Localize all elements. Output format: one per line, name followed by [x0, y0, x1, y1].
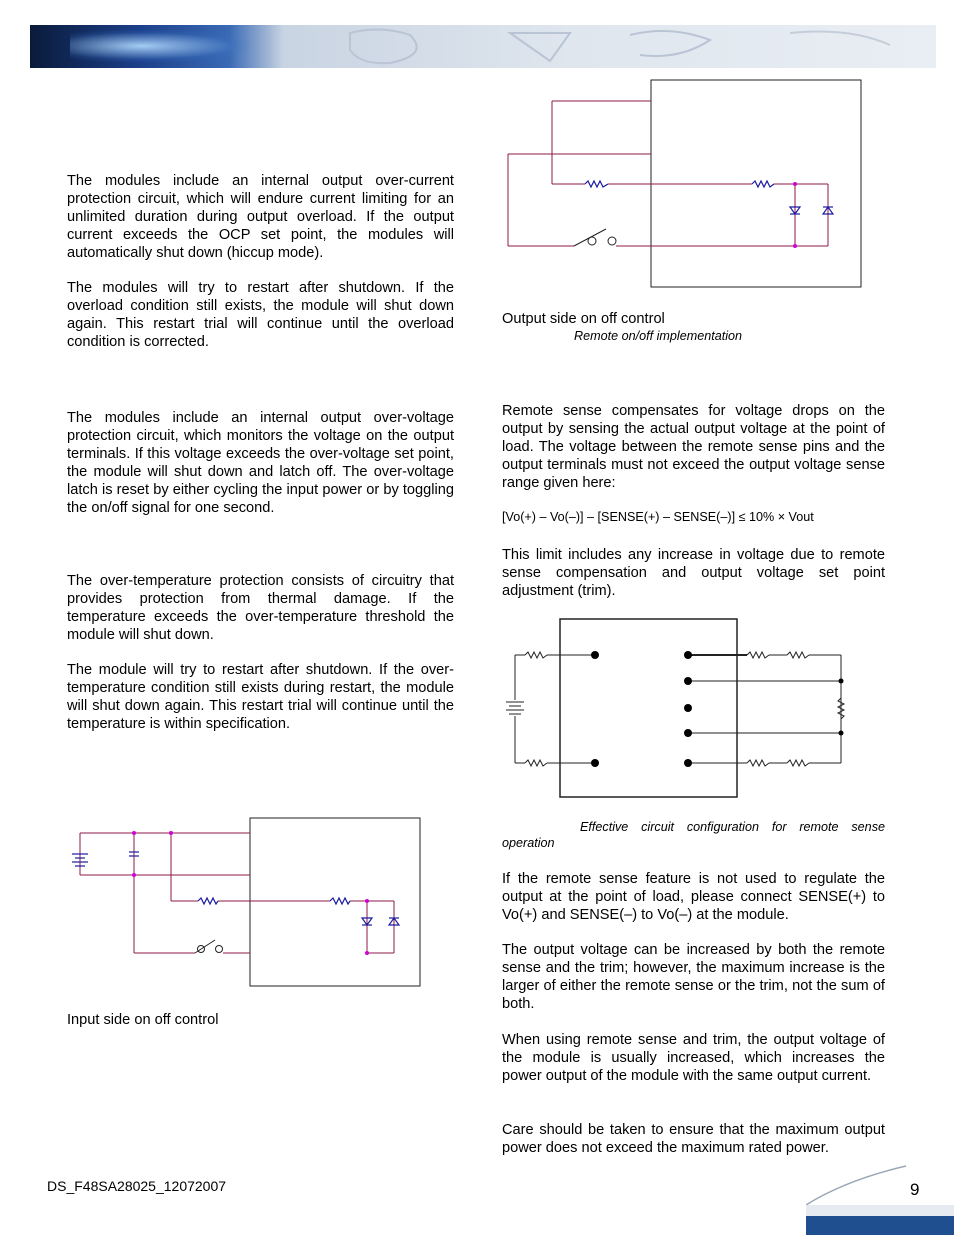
remote-sense-caption: Effective circuit configuration for remote sense operation [502, 820, 885, 850]
remote-sense-paragraph-2: This limit includes any increase in voltage due to remote sense compensation and output voltage set point adjustment (trim). [502, 547, 885, 599]
document-id: DS_F48SA28025_12072007 [47, 1178, 227, 1194]
remote-sense-paragraph-5: When using remote sense and trim, the output voltage of the module is usually increased, which increases the power output of the module with the same output current. [502, 1032, 885, 1084]
remote-sense-paragraph-1: Remote sense compensates for voltage drops on the output by sensing the actual output voltage at the point of load. The voltage between the remote sense pins and the output terminals must not exceed the output voltage sense range given here: [502, 403, 885, 491]
ocp-paragraph-1: The modules include an internal output over-current protection circuit, which will endure current limiting for an unlimited duration during output overload. If the output current exceeds the OCP set point, the modules will automatically shut down (hiccup mode). [67, 173, 454, 261]
otp-paragraph-2: The module will try to restart after shutdown. If the over-temperature condition still exists during restart, the module will shut down again. This restart trial will continue until the temperature is within specification. [67, 662, 454, 732]
remote-sense-paragraph-4: The output voltage can be increased by both the remote sense and the trim; however, the maximum increase is the larger of either the remote sense or the trim, not the sum of both. [502, 942, 885, 1012]
header-banner [30, 25, 936, 68]
otp-paragraph-1: The over-temperature protection consists of circuitry that provides protection from thermal damage. If the temperature exceeds the over-temperature threshold the module will shut down. [67, 573, 454, 643]
input-onoff-circuit-diagram [60, 812, 430, 994]
output-side-caption: Output side on off control [502, 311, 665, 327]
ovp-paragraph: The modules include an internal output over-voltage protection circuit, which monitors the voltage on the output terminals. If this voltage exceeds the over-voltage set point, the module will shut down and latch off. The over-voltage latch is reset by either cycling the input power or by toggling the on/off signal for one second. [67, 410, 454, 516]
banner-logo-watermark [30, 25, 936, 68]
page-number: 9 [910, 1180, 920, 1199]
remote-sense-paragraph-6: Care should be taken to ensure that the maximum output power does not exceed the maximum rated power. [502, 1122, 885, 1156]
sense-range-formula: [Vo(+) – Vo(–)] – [SENSE(+) – SENSE(–)] ≤ 10% × Vout [502, 510, 814, 524]
output-onoff-circuit-diagram [500, 75, 870, 295]
ocp-paragraph-2: The modules will try to restart after shutdown. If the overload condition still exists, the module will shut down again. This restart trial will continue until the overload condition is corrected. [67, 280, 454, 350]
input-side-caption: Input side on off control [67, 1012, 219, 1028]
remote-sense-paragraph-3: If the remote sense feature is not used to regulate the output at the point of load, please connect SENSE(+) to Vo(+) and SENSE(–) to Vo(–) at the module. [502, 871, 885, 923]
remote-onoff-caption: Remote on/off implementation [574, 329, 743, 343]
corner-decoration [806, 1160, 954, 1235]
remote-sense-circuit-diagram [505, 612, 855, 804]
